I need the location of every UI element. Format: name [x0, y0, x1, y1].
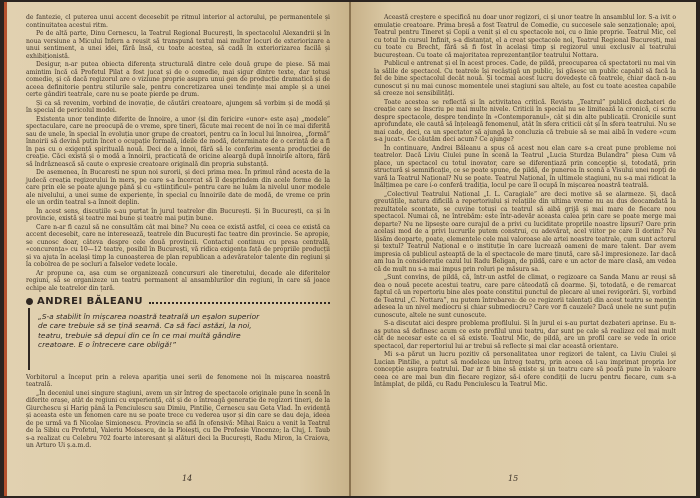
paragraph: S-a discutat aici despre problema profilului. Și în jurul ei s-au purtat dezbateri aprinse. Eu n-aș putea să definesc acum ce este profilul unui teatru, dar sunt pe cale să realizez cel mai mult cât de necesar este ca el să existe. Teatrul Mic, de pildă, are un profil care se vede în orice spectacol, dar repertoriul lui ar trebui să reflecte și mai clar această orientare.	[374, 320, 676, 350]
dotted-rule	[149, 302, 330, 304]
right-text	[374, 14, 676, 389]
paragraph: Vorbitorul a început prin a releva apariția unei serii de fenomene noi în mișcarea noastră teatrală.	[26, 373, 330, 388]
page-number: 15	[508, 473, 519, 483]
bullet-icon	[26, 298, 33, 305]
paragraph: Mi s-a părut un lucru pozitiv că personalitatea unor regizori de talent, ca Liviu Ciulei și Lucian Pintilie, a putut să modeleze un întreg teatru, prin aceea că i-au imprimat propria lor concepție asupra teatrului. Dar ar fi bine să existe și un teatru care să poată pune în valoare ceea ce are mai bun din fiecare regizor, să-i ofere condiții de lucru pentru fiecare, cum s-a întâmplat, de pildă, cu Radu Penciulescu la Teatrul Mic.	[374, 351, 676, 388]
page-number: 14	[182, 473, 193, 483]
paragraph: „Colectivul Teatrului Național „I. L. Caragiale” are deci motive să se alarmeze. Și, dacă greutățile, natura dificilă a repertoriului și relațiile din ultima vreme nu au dus deocamdată la rezultatele scontate, se cuvine totuși ca teatrul să aibă grijă și mai mare de fiecare nou spectacol. Numai că, ne întrebăm: este într-adevăr aceasta calea prin care se poate merge mai departe? Nu ne lipsește oare curajul de a privi cu luciditate propriile noastre lipsuri? Oare prin același mod de a privi lucrurile putem construi, cu adevărat, acel viitor pe care îl dorim? Nu lăsăm deoparte, poate, elementele cele mai valoroase ale artei noastre teatrale, cum sunt actorul și textul? Teatrul Național e o instituție în care lucrează oameni de mare talent. Dar avem impresia că publicul așteaptă de la el spectacole de mare ținută, care să-l impresioneze. Iar dacă am lua în considerație cazul lui Radu Beligan, de pildă, care e un actor de mare clasă, am vedea că de mult nu s-a mai impus prin roluri pe măsura sa.	[374, 190, 676, 273]
paragraph: „În deceniul unei singure stagiuni, avem un șir întreg de spectacole originale pune în scenă în diferite orașe, atât de regiuni cu experiență, cât și de o întreagă generație de regizori tineri, de la Giurchescu și Harig până la Penciulescu sau Dimiu, Pintilie, Cernescu sau Geta Vlad. În evidență și aceasta este un fenomen care nu se poate trece cu vederea ușor și din care se dau deja, ideea de pe urmă va fi Nicolae Simionescu. Provincia se află în ofensivă: Mihai Raicu a venit la Teatrul de la Sibiu cu Profetul, Valeriu Moisescu, de la Ploiești, cu De Profesie Vincenzo; la Cluj, I. Taub s-a realizat cu Celebru 702 foarte interesant și alături deci la București, Radu Miron, la Craiova, un Arturo Ui ș.a.m.d.	[26, 389, 330, 449]
right-page	[350, 2, 696, 496]
paragraph: Publicul e antrenat și el în acest proces. Cade, de pildă, preocuparea că spectatorii nu mai vin la sălile de spectacol. Cu teatrele își recâștigă un public, își găsesc un public capabil să facă la fel de bine spectacolul decât nouă. Și tocmai acest lucru dovedește că teatrele, chiar dacă n-au cunoscut și nu mai cunosc momentele unei stagiuni sau altele, au fost cu toate acestea capabile să creeze noi sensibilități.	[374, 60, 676, 97]
pull-quote	[26, 308, 330, 370]
speaker-name: ANDREI BĂLEANU	[37, 296, 143, 307]
speaker-heading	[26, 298, 330, 306]
paragraph: Existența unor tendințe diferite de înnoire, a unor (și din fericire «unor» este așa) „modele” spectaculare, care ne preocupă de o vreme, spre tineri, făcute mai recent de noi în ce mai diferită sau de unele, în special în evoluția unor grupe de creatori, pentru ca în locul lui înnoirea, „formă” înnoirii să devină puțin încet o ocupație formală, ideile de modă, determinate de o cerință de a fi în pas cu o exigență spirituală nouă. Deci de a înnoi, fără să le conferim esența producției de creație. Căci există și o modă a înnoirii, practicată de oricine aleargă după înnoirile altora, fără să îndrăznească să caute o expresie creatoare originală din propria substanță.	[26, 115, 330, 168]
paragraph: Toate acestea se reflectă și în activitatea critică. Revista „Teatrul” publică dezbateri de creație care se înscriu pe mai multe nivele. Criticii în special nu se limitează la cronică, ci scriu despre spectacole, despre tendințe în «Contemporanul», cât și din alte publicații. Cronicile sunt aprofundate, ele caută să înțeleagă fenomenul, atât în sfera criticii cât și în sfera teatrului. Nu se mai cade, deci, ca un spectator să ajungă la concluzia că trebuie să se mai aibă în vedere «cum s-a jucat». Ce căutăm deci acum? Ce ajunge?	[374, 98, 676, 143]
book-spread	[4, 2, 696, 496]
quote-bar	[28, 308, 30, 370]
paragraph: În continuare, Andrei Băleanu a spus că acest nou elan care s-a creat pune probleme noi teatrelor. Dacă Liviu Ciulei pune în scenă la Teatrul „Lucia Sturdza Bulandra” piesa Cum vă place, un spectacol cu totul inovator, care se diferențiază prin concepție și, totodată, prin structură și semnificație, ce se poate spune, de pildă, de punerea în scenă a Visului unei nopți de vară la Teatrul Național? Nu se poate. Teatrul Național, în ultimele stagiuni, nu s-a mai ridicat la înălțimea pe care i-o conferă tradiția, locul pe care îl ocupă în mișcarea noastră teatrală.	[374, 144, 676, 189]
paragraph: Și ca să revenim, vorbind de inovație, de căutări creatoare, ajungem să vorbim și de modă și în special de pericolul modei.	[26, 99, 330, 114]
paragraph: Pe de altă parte, Dinu Cernescu, la Teatrul Regional București, în spectacolul Alexandrii și în noua versiune a Micului Infern a reușit să transpună textul mai multor locuri de exteriorizare a unui sentiment, a unei idei, fără însă, cu toate acestea, să cadă în exteriorizarea facilă și exhibiționistă.	[26, 30, 330, 60]
book-gutter	[349, 2, 351, 496]
paragraph: Ar propune ca, așa cum se organizează concursuri ale tineretului, decade ale diferitelor regiuni, să se organizeze un teatru permanent al ansamblurilor din regiuni, în care să joace echipe ale teatrelor din țară.	[26, 269, 330, 292]
left-text-bottom	[26, 374, 330, 450]
paragraph: De asemenea, în Bucaresti ne spun noi surorii, și deci prima mea. În primul rând acesta de la judecă creația regizorului în mers, pe care s-a încercat să îl desprindem din acele forme de la care prin ele se poate ajunge până și cu «științificul» pentru care ne luăm la nivelul unor modele ale nivelului, a unei sume de experiențe, în special cu înnoirile date de modă, de vreme ce prin ele un ordin teatral s-a înnoit deplin.	[26, 169, 330, 206]
left-page	[4, 2, 350, 496]
left-text-top	[26, 14, 330, 292]
paragraph: Care n-ar fi cazul să ne consultăm cât mai bine? Nu ceea ce există astfel, ci ceea ce există ca accent decesebit, care ne interesează, teatrele din București fac teatre din provincie. Se apropie, se cunosc doar, câteva despre cele două provincii. Contactul continuu cu presa centrală, «concurența» cu 10—12 teatre, posibil în București, vă ridica exigența față de propriile producții și va ajuta în același timp la cunoașterea de plan republican a adevăratelor talente din regiuni și la cobolrea de pe socluri a falselor vedete locale.	[26, 223, 330, 268]
red-edge-strip	[4, 2, 7, 496]
paragraph: Desigur, n-ar putea obiecta diferența structurală dintre cele două grupe de piese. Să mai amintim încă că Profetul Pilat a fost jucat și de o comedie, mai sigur dintre texte, dar totuși comedie, și că dacă regizorul are o viziune proprie asupra unui gen de producție dramatică și de aceea definitorie pentru stilurile sale, pentru concretizarea unei tendințe mai ample și a unei certe gândiri teatrale, care nu se poate pierde pe drum.	[26, 61, 330, 98]
paragraph: de fantezie, cl puterea unui accent decesebit pe ritmul interior al actorului, pe permanentele și continuitatea acestui ritm.	[26, 14, 330, 29]
paragraph: „Sunt convins, de pildă, că, într-un astfel de climat, o regizoare ca Sanda Manu ar reuși să dea o nouă pecete acestui teatru, care pare câteodată că doarme. Și, totodată, e de remarcat faptul că un repertoriu bine ales poate constitui punctul de plecare al unei revigorări. Și, vorbind de Teatrul „C. Nottara”, nu putem întrebarea: de ce regizorii talentați din acest teatru se menţin adesea la un nivel mediocru și chiar submediocru? Care vor fi cauzele? Dacă unele ne sunt puțin cunoscute, altele ne sunt cunoscute.	[374, 274, 676, 319]
paragraph: În acest sens, discuțiile s-au purtat în jurul teatrelor din București. Și în București, ca și în provincie, există și teatre mai bune și teatre mai puțin bune.	[26, 207, 330, 222]
paragraph: Această creștere e specifică nu doar unor regizori, ci și unor teatre în ansamblul lor. S-a ivit o emulație creatoare. Prima breșă a fost Teatrul de Comedie, cu succesele sale senzaționale; apoi, Teatrul pentru Tineret și Copii a venit și el cu spectacole noi, cu o linie proprie. Teatrul Mic, cel cu totul în cursul Infinit, s-a distanțat, el a creat spectacole noi, Teatrul Regional București, mai cu toate cu Brecht, fără să fi fost în același timp și regizorul unui exclusiv al teatrului bucureștean. Cu toate că majoritatea reprezentanților teatrului Nottara.	[374, 14, 676, 59]
quote-text: „S-a stabilit în mișcarea noastră teatrală un eșalon superior de care trebuie să se țină seamă. Ca să faci astăzi, la noi, teatru, trebuie să depui din ce în ce mai multă gândire creatoare. E o întrecere care obligă!”	[38, 311, 260, 350]
